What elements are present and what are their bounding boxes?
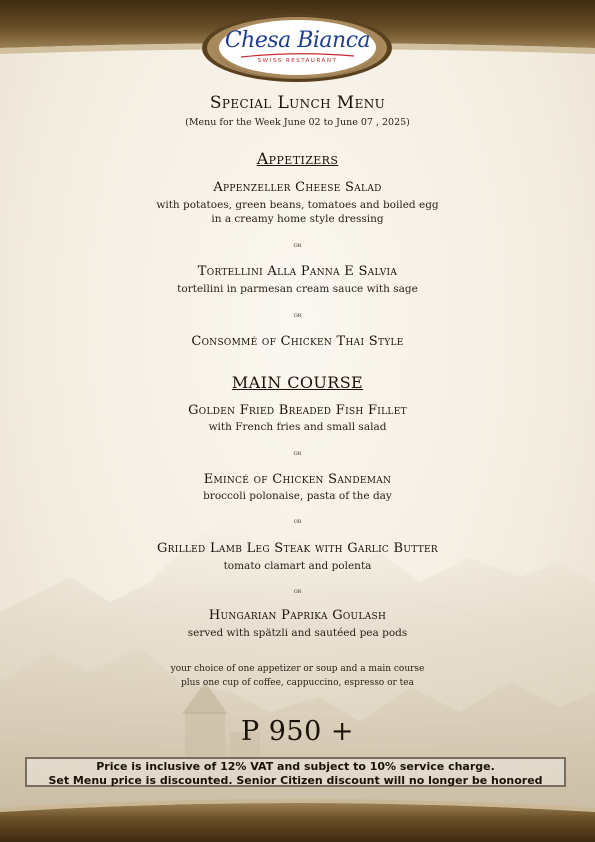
- appetizer-2-desc: tortellini in parmesan cream sauce with sage: [177, 283, 418, 295]
- appetizer-2-name: Tortellini Alla Panna E Salvia: [197, 264, 398, 279]
- main-2-desc: broccoli polonaise, pasta of the day: [203, 490, 392, 502]
- menu-title: Special Lunch Menu: [209, 93, 386, 113]
- main-2-name: Emincé of Chicken Sandeman: [203, 472, 392, 487]
- vat-notice-line-2: Set Menu price is discounted. Senior Citizen discount will no longer be honored: [48, 774, 543, 787]
- vat-notice: [25, 757, 566, 787]
- footer-band: [0, 790, 595, 842]
- appetizers-heading: Appetizers: [256, 149, 339, 168]
- or-separator: or: [293, 587, 302, 595]
- appetizer-1-desc-line-1: with potatoes, green beans, tomatoes and boiled egg: [156, 199, 439, 211]
- main-3-desc: tomato clamart and polenta: [223, 560, 372, 572]
- main-course-heading: MAIN COURSE: [231, 373, 364, 392]
- restaurant-logo: [219, 20, 376, 75]
- or-separator: or: [293, 311, 302, 319]
- menu-subtitle: (Menu for the Week June 02 to June 07 , 2025): [185, 117, 410, 128]
- main-4-desc: served with spätzli and sautéed pea pods: [187, 627, 408, 639]
- vat-notice-line-1: Price is inclusive of 12% VAT and subject to 10% service charge.: [96, 760, 495, 773]
- menu-price: P 950 +: [241, 716, 354, 747]
- menu-note-line-2: plus one cup of coffee, cappuccino, espresso or tea: [181, 678, 414, 688]
- appetizer-1-desc-line-2: in a creamy home style dressing: [211, 213, 384, 225]
- main-3-name: Grilled Lamb Leg Steak with Garlic Butter: [157, 541, 438, 556]
- main-1-desc: with French fries and small salad: [208, 421, 387, 433]
- main-1-name: Golden Fried Breaded Fish Fillet: [188, 403, 407, 418]
- logo-subtitle: SWISS RESTAURANT: [257, 58, 338, 64]
- menu-note-line-1: your choice of one appetizer or soup and a main course: [170, 664, 425, 674]
- or-separator: or: [293, 449, 302, 457]
- appetizer-3-name: Consommé of Chicken Thai Style: [191, 334, 404, 349]
- appetizer-1-name: Appenzeller Cheese Salad: [213, 180, 382, 195]
- main-4-name: Hungarian Paprika Goulash: [208, 608, 387, 623]
- logo-name: Chesa Bianca: [224, 28, 371, 53]
- mountain-backdrop: [0, 482, 595, 842]
- or-separator: or: [293, 517, 302, 525]
- or-separator: or: [293, 241, 302, 249]
